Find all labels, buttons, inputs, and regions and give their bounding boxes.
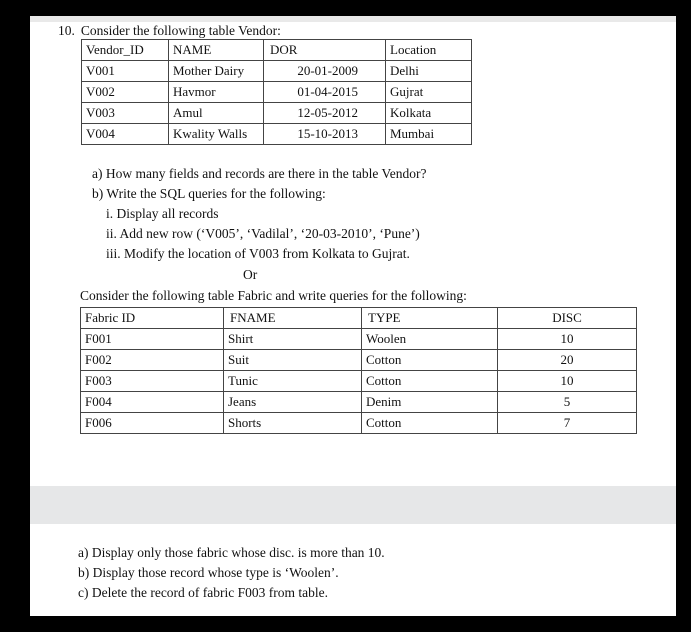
table-cell: 15-10-2013: [264, 124, 386, 145]
fabric-question-b: b) Display those record whose type is ‘Woolen’.: [78, 565, 339, 580]
vendor-question-ii: ii. Add new row (‘V005’, ‘Vadilal’, ‘20-03-2010’, ‘Pune’): [106, 226, 420, 241]
table-row: [81, 371, 637, 392]
header-cell: FNAME: [224, 308, 362, 329]
fabric-table: [80, 307, 637, 434]
table-cell: Kwality Walls: [169, 124, 264, 145]
vendor-question-b: b) Write the SQL queries for the following:: [92, 186, 326, 201]
table-cell: Mumbai: [386, 124, 472, 145]
vendor-question-iii: iii. Modify the location of V003 from Kolkata to Gujrat.: [106, 246, 410, 261]
table-cell: 01-04-2015: [264, 82, 386, 103]
table-cell: Cotton: [362, 413, 498, 434]
table-cell: 5: [498, 392, 637, 413]
table-row: [82, 103, 472, 124]
table-cell: Woolen: [362, 329, 498, 350]
table-cell: V002: [82, 82, 169, 103]
header-cell: TYPE: [362, 308, 498, 329]
table-cell: Denim: [362, 392, 498, 413]
fabric-question-c: c) Delete the record of fabric F003 from table.: [78, 585, 329, 600]
table-cell: Havmor: [169, 82, 264, 103]
section-divider: [30, 486, 676, 524]
table-cell: 10: [498, 371, 637, 392]
table-row: [81, 350, 637, 371]
fabric-question-a: a) Display only those fabric whose disc. is more than 10.: [78, 545, 385, 560]
header-cell: Vendor_ID: [82, 40, 169, 61]
table-cell: Cotton: [362, 350, 498, 371]
table-cell: Suit: [224, 350, 362, 371]
table-cell: Jeans: [224, 392, 362, 413]
header-cell: Fabric ID: [81, 308, 224, 329]
table-cell: Cotton: [362, 371, 498, 392]
table-cell: F004: [81, 392, 224, 413]
table-cell: V003: [82, 103, 169, 124]
question-number: 10.: [58, 23, 75, 38]
document-page: [30, 16, 676, 616]
table-row: [82, 61, 472, 82]
vendor-question-i: i. Display all records: [106, 206, 219, 221]
top-strip: [30, 16, 676, 22]
header-cell: NAME: [169, 40, 264, 61]
table-cell: F001: [81, 329, 224, 350]
table-cell: 7: [498, 413, 637, 434]
table-row: [82, 82, 472, 103]
table-row: [81, 329, 637, 350]
table-row: [82, 124, 472, 145]
table-cell: Delhi: [386, 61, 472, 82]
vendor-question-a: a) How many fields and records are there in the table Vendor?: [92, 166, 427, 181]
table-cell: Kolkata: [386, 103, 472, 124]
question-intro: Consider the following table Vendor:: [80, 23, 281, 38]
or-separator-text: Or: [243, 267, 258, 282]
header-cell: DISC: [498, 308, 637, 329]
table-row: [81, 413, 637, 434]
table-cell: Mother Dairy: [169, 61, 264, 82]
header-cell: DOR: [264, 40, 386, 61]
table-cell: Shirt: [224, 329, 362, 350]
vendor-table: [81, 39, 472, 145]
question-title: [58, 23, 281, 39]
table-row: [81, 392, 637, 413]
table-cell: 20: [498, 350, 637, 371]
table-cell: Shorts: [224, 413, 362, 434]
table-cell: F006: [81, 413, 224, 434]
table-cell: Gujrat: [386, 82, 472, 103]
table-cell: Tunic: [224, 371, 362, 392]
table-cell: F003: [81, 371, 224, 392]
table-header-row: [82, 40, 472, 61]
table-cell: Amul: [169, 103, 264, 124]
table-cell: F002: [81, 350, 224, 371]
table-cell: 20-01-2009: [264, 61, 386, 82]
table-cell: V004: [82, 124, 169, 145]
table-cell: 10: [498, 329, 637, 350]
table-header-row: [81, 308, 637, 329]
table-cell: 12-05-2012: [264, 103, 386, 124]
header-cell: Location: [386, 40, 472, 61]
table-cell: V001: [82, 61, 169, 82]
fabric-intro: Consider the following table Fabric and write queries for the following:: [80, 288, 467, 303]
